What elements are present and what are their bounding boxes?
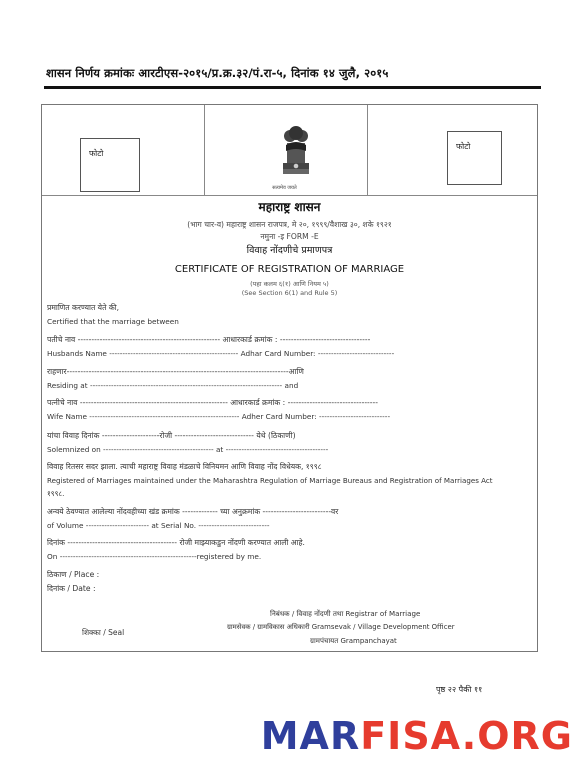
- photo-label-left: फोटो: [89, 149, 104, 158]
- watermark-part-2: FISA.ORG: [360, 714, 573, 758]
- national-emblem-icon: [273, 123, 319, 189]
- volume-english: of Volume ------------------------ at Serial No. ---------------------------: [47, 521, 270, 530]
- registered-english: Registered of Marriages maintained under the Maharashtra Regulation of Marriage Bureaus and Registration of Marriages Act: [47, 476, 493, 485]
- watermark-part-1: MAR: [260, 714, 361, 758]
- husband-name-english: Husbands Name ------------------------------------------------- Adhar Card Number: -----------------------------: [47, 349, 395, 358]
- registered-year: १९९८.: [47, 489, 65, 498]
- date-label: दिनांक / Date :: [47, 584, 96, 593]
- section-english: (See Section 6(1) and Rule 5): [241, 289, 338, 297]
- header-rule: [44, 86, 541, 89]
- header-divider-bottom: [42, 195, 537, 196]
- title-marathi: विवाह नोंदणीचे प्रमाणपत्र: [246, 245, 333, 256]
- photo-box-left: [80, 138, 140, 192]
- photo-box-right: [447, 131, 502, 185]
- solemnized-english: Solemnized on ------------------------------------------ at ---------------------------------------: [47, 445, 329, 454]
- husband-residence-english: Residing at ------------------------------------------------------------------------- and: [47, 381, 299, 390]
- certified-english: Certified that the marriage between: [47, 317, 179, 326]
- gr-reference-header: शासन निर्णय क्रमांकः आरटीएस-२०१५/प्र.क्र.३२/पं.रा-५, दिनांक १४ जुलै, २०१५: [46, 66, 389, 80]
- solemnized-marathi: यांचा विवाह दिनांक ---------------------रोजी ----------------------------- येथे (ठिकाणी): [47, 431, 296, 440]
- gazette-reference: (भाग चार-व) महाराष्ट्र शासन राजपत्र, मे २०, १९९९/वैशाख ३०, शके १९२१: [187, 220, 392, 229]
- certified-marathi: प्रमाणित करण्यात येते की,: [47, 303, 120, 312]
- page-number: पृष्ठ २२ पैकी ११: [436, 685, 483, 694]
- header-divider-left: [204, 105, 205, 195]
- place-label: ठिकाण / Place :: [47, 570, 100, 579]
- registered-marathi: विवाह रितसर सदर झाला. त्याची महाराष्ट्र विवाह मंडळाचे विनियमन आणि विवाह नोंद विधेयक, १९९८: [47, 462, 322, 471]
- header-divider-right: [367, 105, 368, 195]
- seal-label: शिक्का / Seal: [82, 628, 125, 637]
- marriage-certificate-form: [41, 104, 538, 652]
- registrar-title: निबंधक / विवाह नोंदणी तथा Registrar of Marriage: [270, 609, 421, 618]
- grampanchayat-label: ग्रामपंचायत Grampanchayat: [310, 637, 397, 645]
- section-marathi: (पहा कलम ६(१) आणि नियम ५): [250, 280, 329, 288]
- title-english: CERTIFICATE OF REGISTRATION OF MARRIAGE: [174, 264, 405, 275]
- registrar-designation: ग्रामसेवक / ग्रामविकास अधिकारी Gramsevak / Village Development Officer: [227, 623, 455, 631]
- husband-residence-marathi: राहणार---------------------------------------------------------------------------------आणि: [47, 367, 304, 376]
- form-label: नमुना -इ FORM -E: [260, 232, 319, 241]
- registration-date-marathi: दिनांक ---------------------------------------- रोजी माझ्याकडुन नोंदणी करण्यात आली आहे.: [47, 538, 305, 547]
- emblem-motto: सत्यमेव जयते: [272, 185, 297, 191]
- husband-name-marathi: पतीचे नाव ---------------------------------------------------- आधारकार्ड क्रमांक : ---------------------------------: [47, 335, 371, 344]
- volume-marathi: अन्वये ठेवण्यात आलेल्या नोंदवहीच्या खंड क्रमांक ------------- च्या अनुक्रमांक -------------------------वर: [47, 507, 339, 516]
- gov-title: महाराष्ट्र शासन: [258, 200, 321, 214]
- site-watermark: [261, 714, 573, 758]
- registration-date-english: On ----------------------------------------------------registered by me.: [47, 552, 262, 561]
- photo-label-right: फोटो: [456, 142, 471, 151]
- wife-name-marathi: पत्नीचे नाव ------------------------------------------------------ आधारकार्ड क्रमांक : ---------------------------------: [47, 398, 379, 407]
- wife-name-english: Wife Name --------------------------------------------------------- Adher Card Number: ---------------------------: [47, 412, 391, 421]
